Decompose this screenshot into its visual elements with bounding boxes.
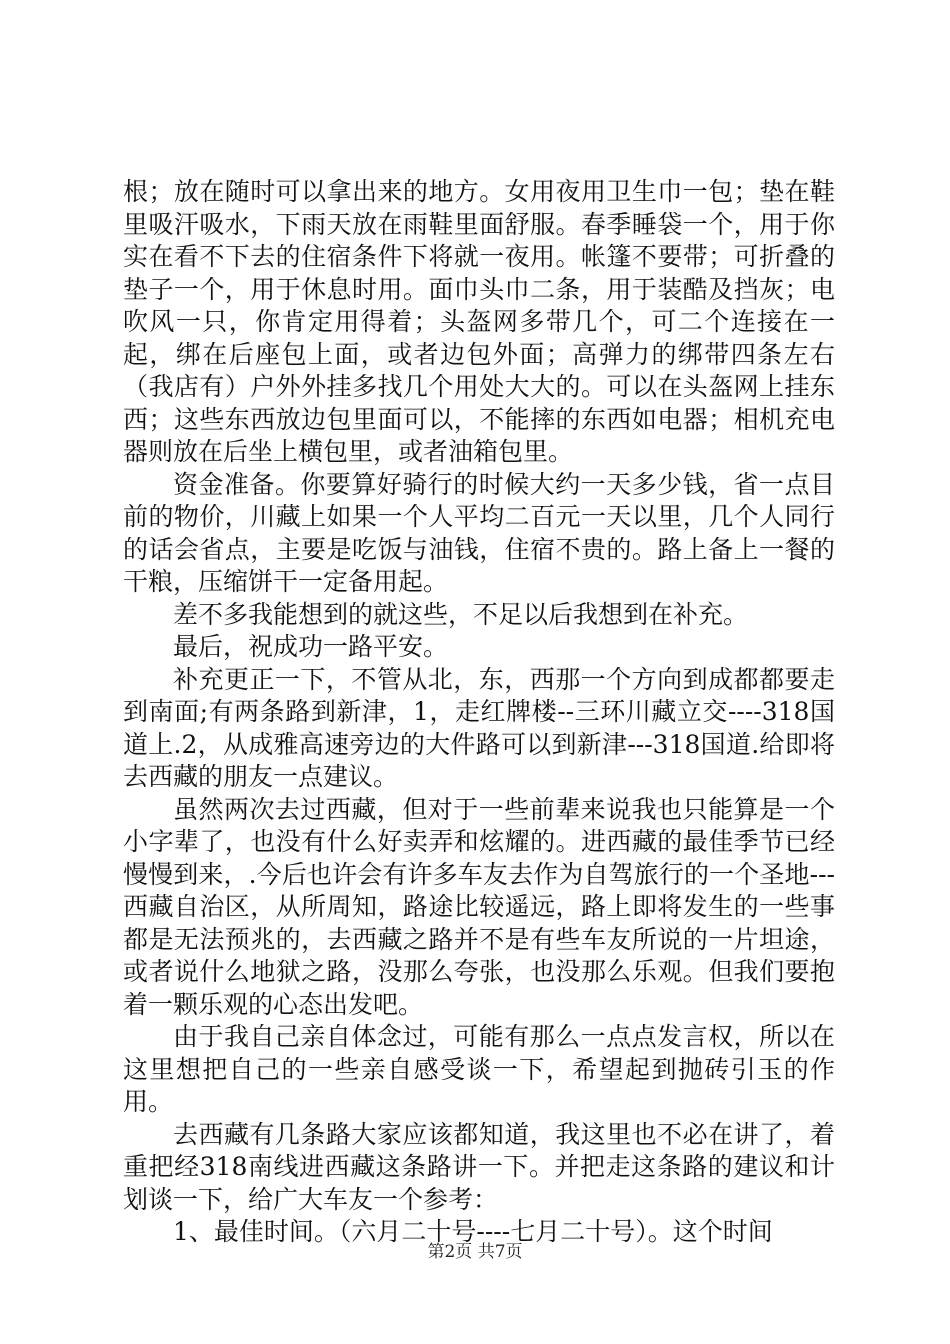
paragraph-intro: 虽然两次去过西藏，但对于一些前辈来说我也只能算是一个小字辈了，也没有什么好卖弄和炫耀的。进西藏的最佳季节已经慢慢到来，.今后也许会有许多车友去作为自驾旅行的一个圣地---西藏自治区，从所周知，路途比较遥远，路上即将发生的一些事都是无法预兆的，去西藏之路并不是有些车友所说的一片坦途，或者说什么地狱之路，没那么夸张，也没那么乐观。但我们要抱着一颗乐观的心态出发吧。 (123, 794, 835, 1019)
paragraph-equipment-list: 根；放在随时可以拿出来的地方。女用夜用卫生巾一包；垫在鞋里吸汗吸水，下雨天放在雨鞋里面舒服。春季睡袋一个，用于你实在看不下去的住宿条件下将就一夜用。帐篷不要带；可折叠的垫子一个，用于休息时用。面巾头巾二条，用于装酷及挡灰；电吹风一只，你肯定用得着；头盔网多带几个，可二个连接在一起，绑在后座包上面，或者边包外面；高弹力的绑带四条左右（我店有）户外外挂多找几个用处大大的。可以在头盔网上挂东西；这些东西放边包里面可以，不能摔的东西如电器；相机充电器则放在后坐上横包里，或者油箱包里。 (123, 177, 835, 466)
paragraph-blessing: 最后，祝成功一路平安。 (173, 632, 449, 661)
paragraph-summary: 差不多我能想到的就这些，不足以后我想到在补充。 (173, 599, 749, 629)
paragraph-best-time: 1、最佳时间。（六月二十号----七月二十号）。这个时间 (173, 1217, 773, 1246)
document-body (123, 176, 835, 1249)
paragraph-experience: 由于我自己亲自体念过，可能有那么一点点发言权，所以在这里想把自己的一些亲自感受谈一下，希望起到抛砖引玉的作用。 (123, 1022, 835, 1116)
page-number-footer: 第2页 共7页 (427, 1242, 523, 1262)
paragraph-route-318: 去西藏有几条路大家应该都知道，我这里也不必在讲了，着重把经318南线进西藏这条路讲一下。并把走这条路的建议和计划谈一下，给广大车友一个参考： (123, 1119, 835, 1214)
paragraph-route-correction: 补充更正一下，不管从北，东，西那一个方向到成都都要走到南面;有两条路到新津，1，走红牌楼--三环川藏立交----318国道上.2，从成雅高速旁边的大件路可以到新津---318国道.给即将去西藏的朋友一点建议。 (123, 664, 835, 791)
paragraph-budget: 资金准备。你要算好骑行的时候大约一天多少钱，省一点目前的物价，川藏上如果一个人平均二百元一天以里，几个人同行的话会省点，主要是吃饭与油钱，住宿不贵的。路上备上一餐的干粮，压缩饼干一定备用起。 (123, 469, 835, 596)
